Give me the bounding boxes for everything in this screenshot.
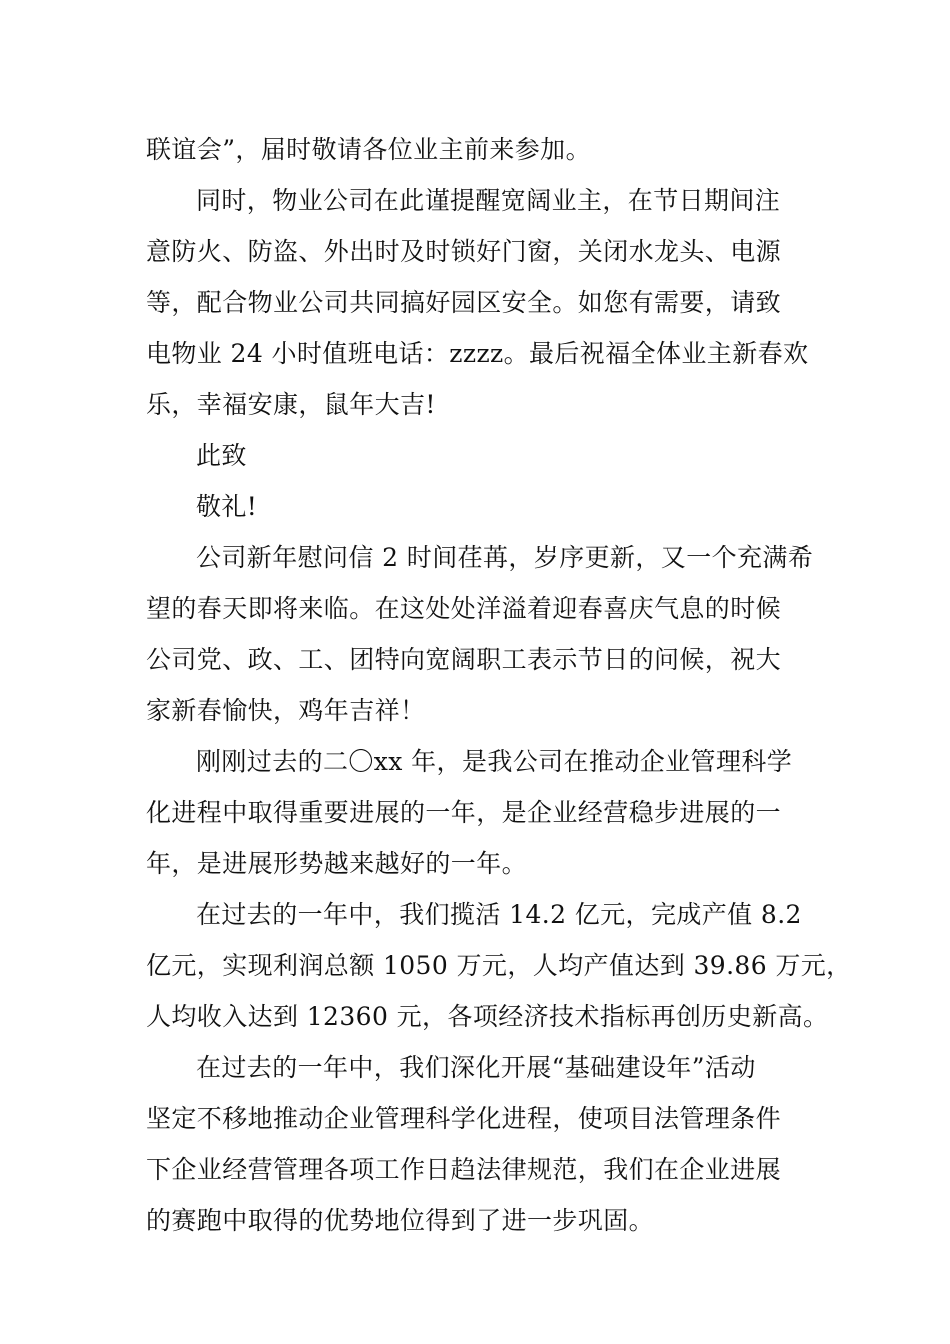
text-line: 意防火、防盗、外出时及时锁好门窗，关闭水龙头、电源	[146, 237, 782, 266]
text-line: 亿元，实现利润总额 1050 万元，人均产值达到 39.86 万元，	[146, 951, 852, 980]
text-line: 联谊会”，届时敬请各位业主前来参加。	[146, 135, 591, 164]
text-line: 乐，幸福安康，鼠年大吉!	[146, 390, 436, 419]
text-line: 在过去的一年中，我们揽活 14.2 亿元，完成产值 8.2	[196, 900, 802, 929]
text-line: 公司党、政、工、团特向宽阔职工表示节日的问候，祝大	[146, 645, 782, 674]
salutation-line: 此致	[196, 441, 247, 470]
text-line: 家新春愉快，鸡年吉祥！	[146, 696, 426, 725]
text-line: 公司新年慰问信 2 时间荏苒，岁序更新，又一个充满希	[196, 543, 814, 572]
text-line: 的赛跑中取得的优势地位得到了进一步巩固。	[146, 1206, 655, 1235]
text-line: 电物业 24 小时值班电话：zzzz。最后祝福全体业主新春欢	[146, 339, 809, 368]
text-line: 下企业经营管理各项工作日趋法律规范，我们在企业进展	[146, 1155, 782, 1184]
text-line: 望的春天即将来临。在这处处洋溢着迎春喜庆气息的时候	[146, 594, 782, 623]
text-line: 坚定不移地推动企业管理科学化进程，使项目法管理条件	[146, 1104, 782, 1133]
text-line: 化进程中取得重要进展的一年，是企业经营稳步进展的一	[146, 798, 782, 827]
text-line: 年，是进展形势越来越好的一年。	[146, 849, 528, 878]
salutation-line: 敬礼!	[196, 492, 258, 521]
text-line: 等，配合物业公司共同搞好园区安全。如您有需要，请致	[146, 288, 782, 317]
text-line: 刚刚过去的二〇xx 年，是我公司在推动企业管理科学	[196, 747, 793, 776]
text-line: 人均收入达到 12360 元，各项经济技术指标再创历史新高。	[146, 1002, 829, 1031]
text-line: 在过去的一年中，我们深化开展“基础建设年”活动	[196, 1053, 756, 1082]
text-line: 同时，物业公司在此谨提醒宽阔业主，在节日期间注	[196, 186, 781, 215]
body-text	[146, 124, 852, 1246]
